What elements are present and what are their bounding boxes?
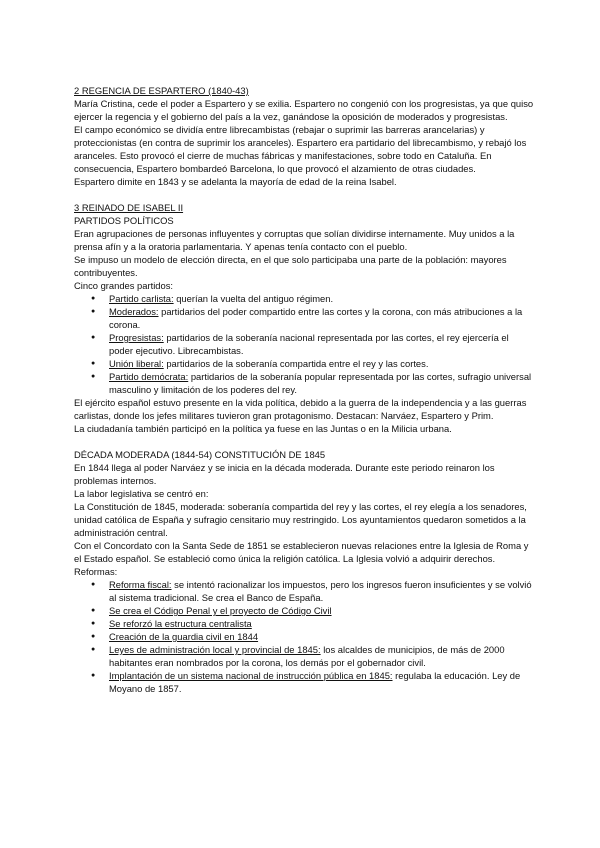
paragraph: El ejército español estuvo presente en la vida política, debido a la guerra de la independencia y a las guerras carlistas, donde los jefes militares tuvieron gran protagonismo. Destacan: Narváez, Espartero y Prim.	[74, 397, 527, 421]
list-item	[109, 357, 534, 370]
party-desc: partidarios de la soberanía nacional representada por las cortes, el rey ejercería el poder ejecutivo. Librecambistas.	[109, 332, 509, 356]
parties-list	[74, 292, 534, 396]
party-name: Progresistas:	[109, 332, 164, 343]
subheading-partidos: PARTIDOS POLÍTICOS	[74, 215, 174, 226]
reform-name: Se crea el Código Penal y el proyecto de Código Civil	[109, 605, 332, 616]
party-desc: partidarios de la soberanía compartida entre el rey y las cortes.	[163, 358, 429, 369]
list-item	[109, 331, 534, 357]
paragraph: El campo económico se dividía entre librecambistas (rebajar o suprimir las barreras arancelarias) y proteccionistas (en contra de suprimir los aranceles). Espartero era partidario del librecambismo, y rebajó los aranceles. Esto provocó el cierre de muchas fábricas y manifestaciones, sobre todo en Cataluña. En consecuencia, Espartero bombardeó Barcelona, lo que provocó el alzamiento de otras ciudades.	[74, 124, 527, 174]
document-page	[74, 84, 534, 695]
reform-name: Implantación de un sistema nacional de instrucción pública en 1845:	[109, 670, 393, 681]
paragraph: Espartero dimite en 1843 y se adelanta la mayoría de edad de la reina Isabel.	[74, 176, 397, 187]
reform-name: Reforma fiscal:	[109, 579, 172, 590]
reform-name: Creación de la guardia civil en 1844	[109, 631, 259, 642]
section-heading-regencia: 2 REGENCIA DE ESPARTERO (1840-43)	[74, 85, 249, 96]
paragraph: Se impuso un modelo de elección directa, en el que solo participaba una parte de la población: mayores contribuyentes.	[74, 254, 507, 278]
reform-name: Se reforzó la estructura centralista	[109, 618, 252, 629]
party-desc: partidarios del poder compartido entre las cortes y la corona, con más atribuciones a la corona.	[109, 306, 523, 330]
list-item	[109, 643, 534, 669]
party-desc: partidarios de la soberanía popular representada por las cortes, sufragio universal masculino y limitación de los poderes del rey.	[109, 371, 532, 395]
list-item	[109, 604, 534, 617]
section-heading-reinado: 3 REINADO DE ISABEL II	[74, 202, 184, 213]
paragraph: En 1844 llega al poder Narváez y se inicia en la década moderada. Durante este periodo reinaron los problemas internos.	[74, 462, 495, 486]
list-item	[109, 578, 534, 604]
paragraph: Cinco grandes partidos:	[74, 280, 174, 291]
paragraph: Reformas:	[74, 566, 118, 577]
party-name: Partido carlista:	[109, 293, 174, 304]
party-name: Unión liberal:	[109, 358, 164, 369]
paragraph: La Constitución de 1845, moderada: soberanía compartida del rey y las cortes, el rey elegía a los senadores, unidad católica de España y sufragio censitario muy restringido. Los ayuntamientos quedaron sometidos a la administración central.	[74, 501, 527, 538]
paragraph: La labor legislativa se centró en:	[74, 488, 209, 499]
reform-name: Leyes de administración local y provincial de 1845:	[109, 644, 321, 655]
paragraph: María Cristina, cede el poder a Espartero y se exilia. Espartero no congenió con los progresistas, ya que quiso ejercer la regencia y el gobierno del país a la vez, ganándose la oposición de moderados y progresistas.	[74, 98, 534, 122]
list-item	[109, 292, 534, 305]
list-item	[109, 617, 534, 630]
reform-desc: los alcaldes de municipios, de más de 2000 habitantes eran nombrados por la corona, los demás por el gobernador civil.	[109, 644, 505, 668]
list-item	[109, 630, 534, 643]
section-heading-decada: DÉCADA MODERADA (1844-54) CONSTITUCIÓN DE 1845	[74, 449, 326, 460]
list-item	[109, 370, 534, 396]
list-item	[109, 305, 534, 331]
reforms-list	[74, 578, 534, 695]
party-name: Moderados:	[109, 306, 159, 317]
reform-desc: se intentó racionalizar los impuestos, pero los ingresos fueron insuficientes y se volvió al sistema tradicional. Se crea el Banco de España.	[109, 579, 532, 603]
party-desc: querían la vuelta del antiguo régimen.	[173, 293, 334, 304]
paragraph: Con el Concordato con la Santa Sede de 1851 se establecieron nuevas relaciones entre la Iglesia de Roma y el Estado español. Se estableció como única la religión católica. La Iglesia volvió a adquirir derechos.	[74, 540, 529, 564]
list-item	[109, 669, 534, 695]
party-name: Partido demócrata:	[109, 371, 189, 382]
paragraph: La ciudadanía también participó en la política ya fuese en las Juntas o en la Milicia urbana.	[74, 423, 452, 434]
paragraph: Eran agrupaciones de personas influyentes y corruptas que solían dividirse internamente. Muy unidos a la prensa afín y a la oratoria parlamentaria. Y apenas tenía contacto con el pueblo.	[74, 228, 515, 252]
reform-desc: regulaba la educación. Ley de Moyano de 1857.	[109, 670, 521, 694]
